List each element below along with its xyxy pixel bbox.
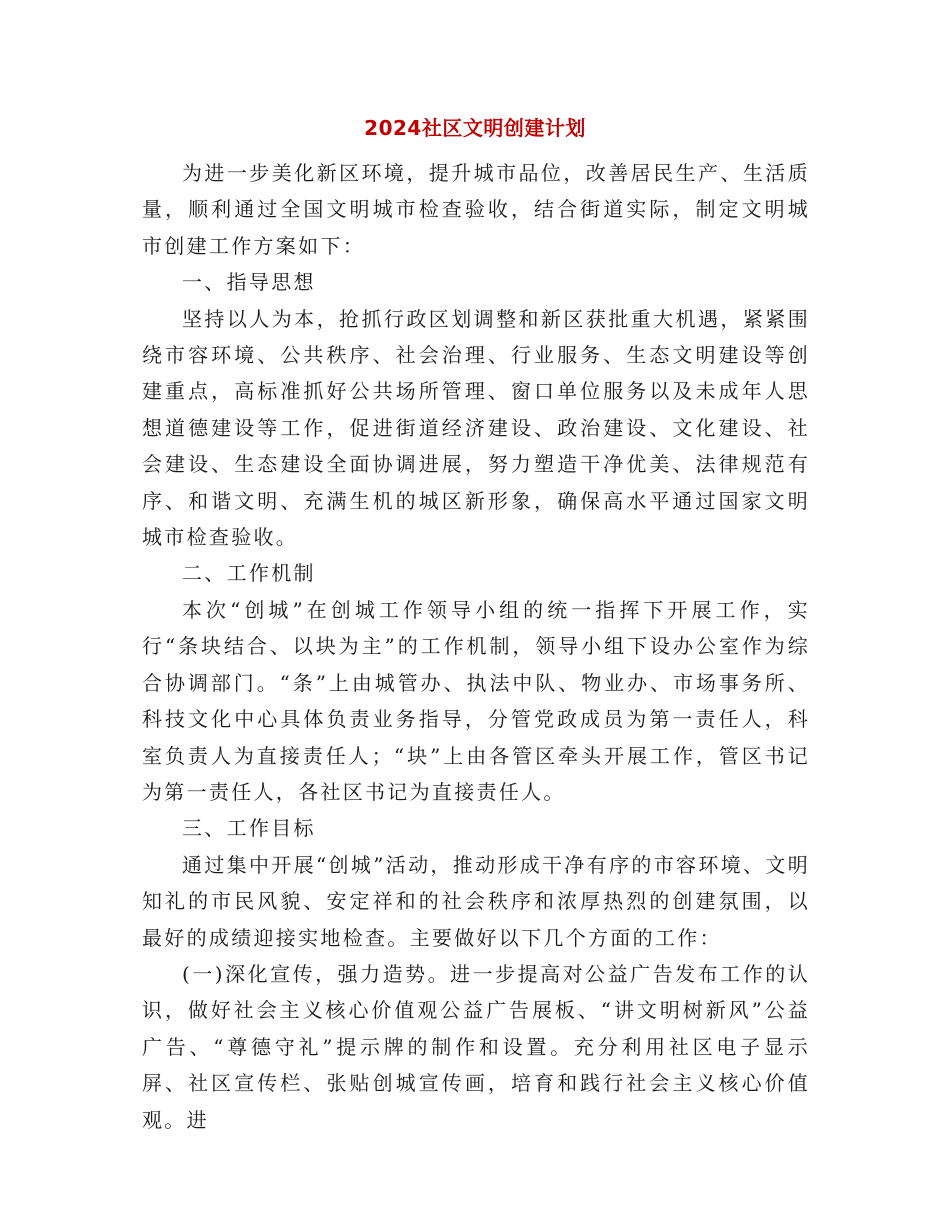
paragraph-guiding-ideology: 坚持以人为本，抢抓行政区划调整和新区获批重大机遇，紧紧围绕市容环境、公共秩序、社会治理、行业服务、生态文明建设等创建重点，高标准抓好公共场所管理、窗口单位服务以及未成年人思想道德建设等工作，促进街道经济建设、政治建设、文化建设、社会建设、生态建设全面协调进展，努力塑造干净优美、法律规范有序、和谐文明、充满生机的城区新形象，确保高水平通过国家文明城市检查验收。 (142, 306, 810, 550)
heading-work-mechanism: 二、工作机制 (182, 561, 316, 586)
heading-guiding-ideology: 一、指导思想 (182, 270, 316, 295)
paragraph-publicity: (一)深化宣传，强力造势。进一步提高对公益广告发布工作的认识，做好社会主义核心价值观公益广告展板、“讲文明树新风”公益广告、“尊德守礼”提示牌的制作和设置。充分利用社区电子显示屏、社区宣传栏、张贴创城宣传画，培育和践行社会主义核心价值观。进 (142, 961, 810, 1132)
document-title: 2024社区文明创建计划 (364, 116, 586, 140)
document-body (142, 155, 810, 1138)
paragraph-intro: 为进一步美化新区环境，提升城市品位，改善居民生产、生活质量，顺利通过全国文明城市检查验收，结合街道实际，制定文明城市创建工作方案如下： (142, 161, 810, 258)
paragraph-work-goals: 通过集中开展“创城”活动，推动形成干净有序的市容环境、文明知礼的市民风貌、安定祥和的社会秩序和浓厚热烈的创建氛围，以最好的成绩迎接实地检查。主要做好以下几个方面的工作： (142, 852, 810, 950)
paragraph-work-mechanism: 本次“创城”在创城工作领导小组的统一指挥下开展工作，实行“条块结合、以块为主”的工作机制，领导小组下设办公室作为综合协调部门。“条”上由城管办、执法中队、物业办、市场事务所、科技文化中心具体负责业务指导，分管党政成员为第一责任人，科室负责人为直接责任人；“块”上由各管区牵头开展工作，管区书记为第一责任人，各社区书记为直接责任人。 (142, 597, 810, 804)
heading-work-goals: 三、工作目标 (182, 816, 316, 841)
